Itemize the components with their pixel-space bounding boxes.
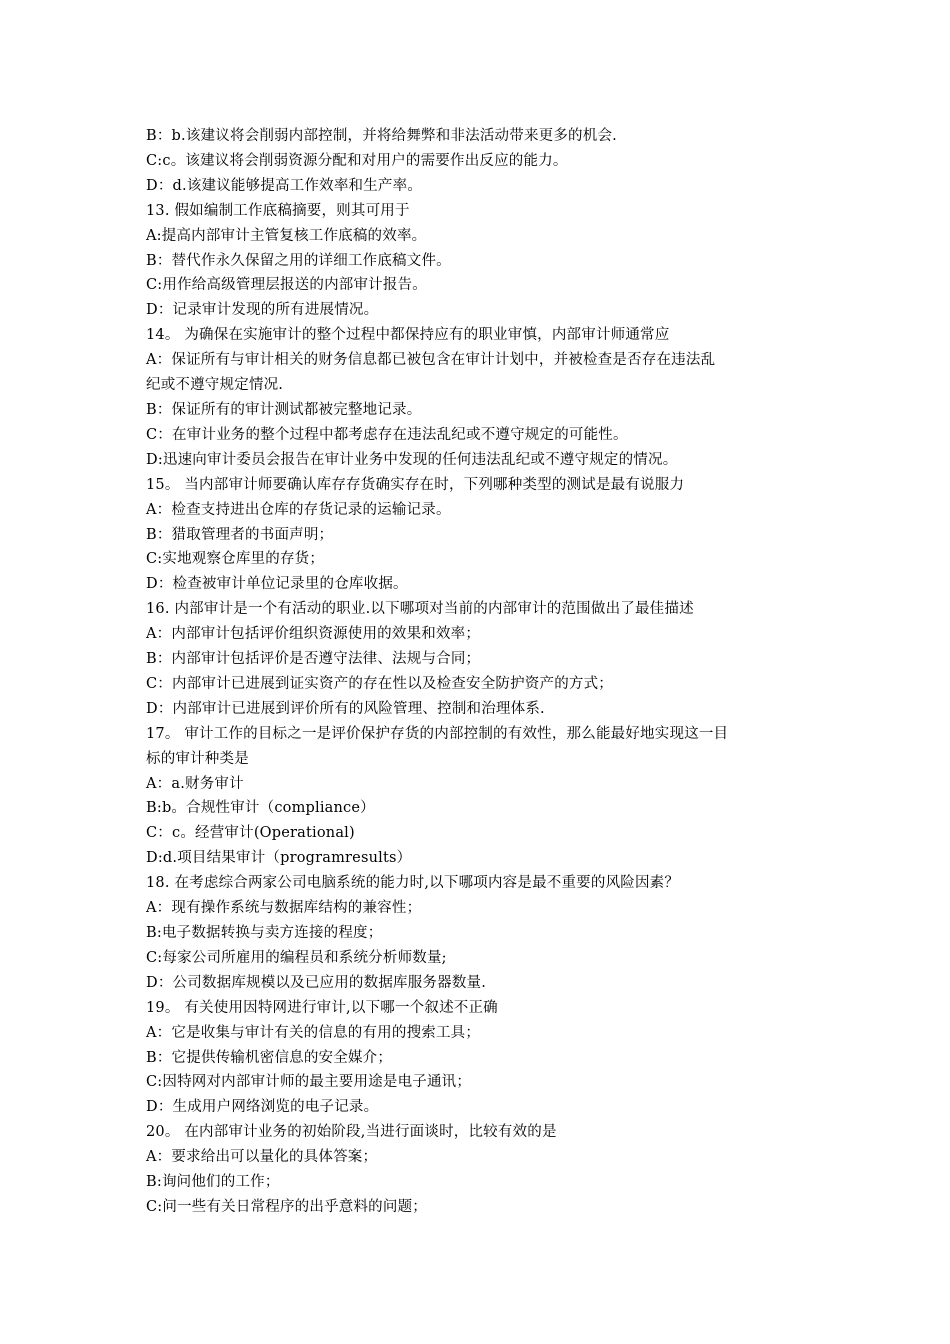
text-line: D：记录审计发现的所有进展情况。	[146, 302, 379, 319]
text-line: B：保证所有的审计测试都被完整地记录。	[146, 401, 422, 418]
question-18: 18. 在考虑综合两家公司电脑系统的能力时,以下哪项内容是最不重要的风险因素？	[146, 875, 680, 892]
text-line: A：内部审计包括评价组织资源使用的效果和效率；	[146, 626, 481, 643]
text-line: C：在审计业务的整个过程中都考虑存在违法乱纪或不遵守规定的可能性。	[146, 426, 628, 443]
text-line: D：公司数据库规模以及已应用的数据库服务器数量.	[146, 974, 487, 991]
text-line: C:问一些有关日常程序的出乎意料的问题；	[146, 1198, 427, 1215]
text-line: D：检查被审计单位记录里的仓库收据。	[146, 576, 408, 593]
text-line: A：它是收集与审计有关的信息的有用的搜索工具；	[146, 1024, 481, 1041]
text-line: C:c。该建议将会削弱资源分配和对用户的需要作出反应的能力。	[146, 152, 568, 169]
text-line: C:用作给高级管理层报送的内部审计报告。	[146, 277, 427, 294]
text-line: B:b。合规性审计（compliance）	[146, 800, 375, 817]
text-line: A：保证所有与审计相关的财务信息都已被包含在审计计划中，并被检查是否存在违法乱	[146, 352, 716, 369]
text-line: B：内部审计包括评价是否遵守法律、法规与合同；	[146, 651, 481, 668]
text-line: C：c。经营审计(Operational)	[146, 825, 355, 842]
text-line: D:d.项目结果审计（programresults）	[146, 850, 412, 867]
text-line: B：猎取管理者的书面声明；	[146, 526, 334, 543]
text-line: B:询问他们的工作；	[146, 1174, 280, 1191]
question-15: 15。 当内部审计师要确认库存存货确实存在时，下列哪种类型的测试是最有说服力	[146, 476, 685, 493]
question-20: 20。 在内部审计业务的初始阶段,当进行面谈时，比较有效的是	[146, 1124, 557, 1141]
text-line: D:迅速向审计委员会报告在审计业务中发现的任何违法乱纪或不遵守规定的情况。	[146, 451, 678, 468]
text-line: A：要求给出可以量化的具体答案；	[146, 1149, 378, 1166]
document-body	[146, 124, 811, 1220]
text-line: 标的审计种类是	[146, 750, 249, 767]
text-line: A：现有操作系统与数据库结构的兼容性；	[146, 900, 422, 917]
text-line: A：a.财务审计	[146, 775, 244, 792]
text-line: B:电子数据转换与卖方连接的程度；	[146, 925, 383, 941]
question-14: 14。 为确保在实施审计的整个过程中都保持应有的职业审慎，内部审计师通常应	[146, 327, 670, 344]
text-line: C:每家公司所雇用的编程员和系统分析师数量;	[146, 949, 447, 966]
question-19: 19。 有关使用因特网进行审计,以下哪一个叙述不正确	[146, 999, 498, 1016]
question-16: 16. 内部审计是一个有活动的职业.以下哪项对当前的内部审计的范围做出了最佳描述	[146, 601, 694, 618]
text-line: C:实地观察仓库里的存货；	[146, 551, 325, 568]
question-17: 17。 审计工作的目标之一是评价保护存货的内部控制的有效性，那么能最好地实现这一目	[146, 725, 729, 742]
text-line: C:因特网对内部审计师的最主要用途是电子通讯；	[146, 1074, 472, 1091]
text-line: D：内部审计已进展到评价所有的风险管理、控制和治理体系.	[146, 700, 545, 717]
text-line: D：d.该建议能够提高工作效率和生产率。	[146, 177, 423, 194]
text-line: C：内部审计已进展到证实资产的存在性以及检查安全防护资产的方式；	[146, 675, 613, 692]
text-line: A:提高内部审计主管复核工作底稿的效率。	[146, 227, 427, 244]
text-line: B：b.该建议将会削弱内部控制，并将给舞弊和非法活动带来更多的机会.	[146, 128, 617, 144]
text-line: B：替代作永久保留之用的详细工作底稿文件。	[146, 252, 451, 269]
text-line: D：生成用户网络浏览的电子记录。	[146, 1099, 379, 1116]
text-line: B：它提供传输机密信息的安全媒介；	[146, 1049, 393, 1066]
question-13: 13. 假如编制工作底稿摘要，则其可用于	[146, 202, 410, 219]
text-line: 纪或不遵守规定情况.	[146, 377, 284, 394]
text-line: A：检查支持进出仓库的存货记录的运输记录。	[146, 501, 451, 518]
